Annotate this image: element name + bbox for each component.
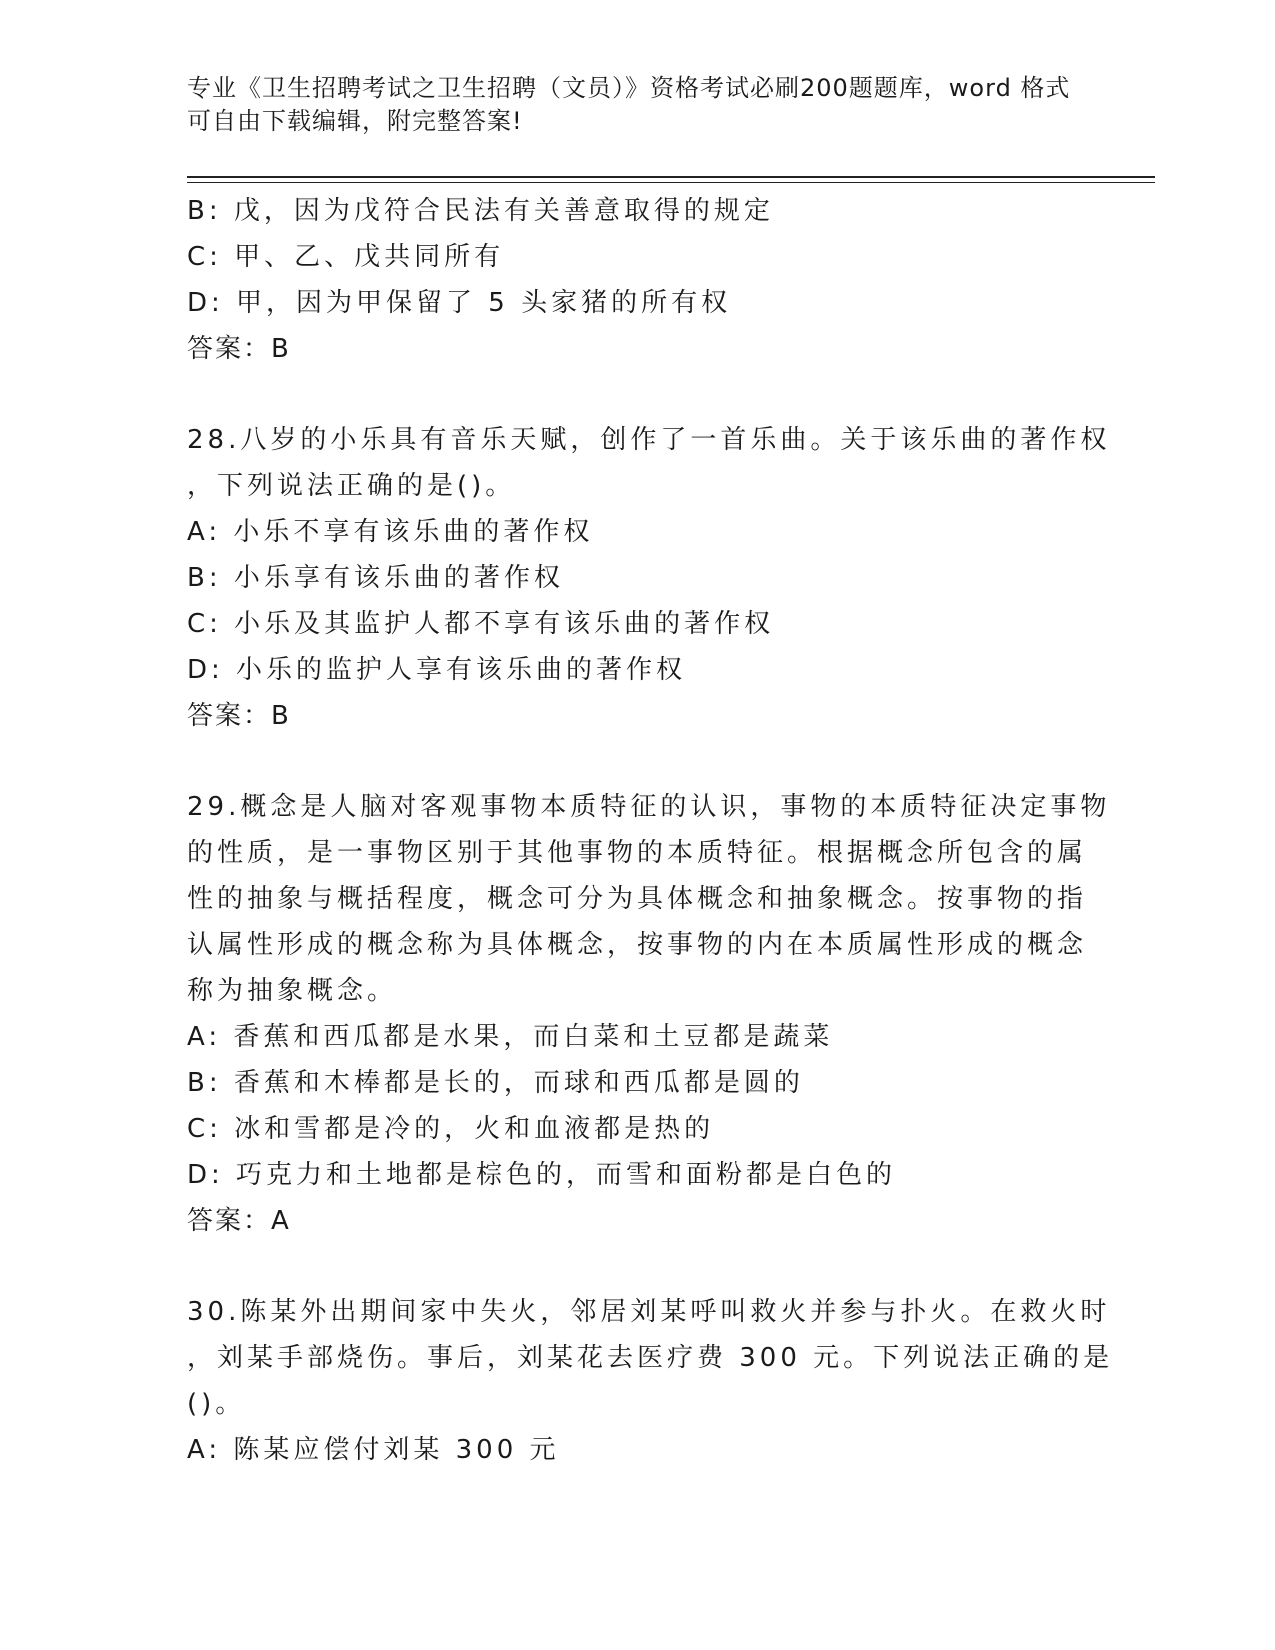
question-30 (187, 1289, 1114, 1473)
option-d: D: 巧克力和土地都是棕色的，而雪和面粉都是白色的 (187, 1160, 897, 1190)
option-d: D: 甲，因为甲保留了 5 头家猪的所有权 (187, 288, 732, 318)
question-stem-line: 称为抽象概念。 (187, 976, 398, 1006)
spacer (187, 739, 1087, 784)
answer: 答案：B (187, 701, 291, 731)
spacer (187, 372, 1087, 417)
header-rule-thick (187, 176, 1155, 178)
question-stem-line: ()。 (187, 1389, 246, 1419)
option-d: D: 小乐的监护人享有该乐曲的著作权 (187, 655, 687, 685)
question-27 (187, 188, 1087, 372)
question-stem-line: 30.陈某外出期间家中失火，邻居刘某呼叫救火并参与扑火。在救火时 (187, 1297, 1111, 1327)
option-a: A: 香蕉和西瓜都是水果，而白菜和土豆都是蔬菜 (187, 1022, 834, 1052)
option-c: C: 小乐及其监护人都不享有该乐曲的著作权 (187, 609, 775, 639)
question-stem-line: 认属性形成的概念称为具体概念，按事物的内在本质属性形成的概念 (187, 930, 1088, 960)
header-line-2: 可自由下载编辑，附完整答案! (187, 107, 523, 135)
question-28 (187, 417, 1111, 739)
option-c: C: 冰和雪都是冷的，火和血液都是热的 (187, 1114, 715, 1144)
option-b: B: 戊，因为戊符合民法有关善意取得的规定 (187, 196, 774, 226)
question-stem-line: 性的抽象与概括程度，概念可分为具体概念和抽象概念。按事物的指 (187, 884, 1088, 914)
question-29 (187, 784, 1111, 1244)
header-line-1: 专业《卫生招聘考试之卫生招聘（文员）》资格考试必刷200题题库，word 格式 (187, 74, 1071, 102)
option-c: C: 甲、乙、戊共同所有 (187, 242, 505, 272)
answer: 答案：A (187, 1206, 291, 1236)
question-stem-line: ，下列说法正确的是()。 (187, 471, 516, 501)
question-stem-line: 28.八岁的小乐具有音乐天赋，创作了一首乐曲。关于该乐曲的著作权 (187, 425, 1111, 455)
question-stem-line: 的性质，是一事物区别于其他事物的本质特征。根据概念所包含的属 (187, 838, 1088, 868)
answer: 答案：B (187, 334, 291, 364)
header-rule-thin (187, 182, 1155, 183)
spacer (187, 1244, 1087, 1289)
question-content (187, 188, 1114, 1473)
option-a: A: 陈某应偿付刘某 300 元 (187, 1435, 560, 1465)
option-b: B: 香蕉和木棒都是长的，而球和西瓜都是圆的 (187, 1068, 804, 1098)
option-a: A: 小乐不享有该乐曲的著作权 (187, 517, 594, 547)
document-header (187, 72, 1087, 138)
question-stem-line: 29.概念是人脑对客观事物本质特征的认识，事物的本质特征决定事物 (187, 792, 1111, 822)
question-stem-line: ，刘某手部烧伤。事后，刘某花去医疗费 300 元。下列说法正确的是 (187, 1343, 1114, 1373)
option-b: B: 小乐享有该乐曲的著作权 (187, 563, 564, 593)
